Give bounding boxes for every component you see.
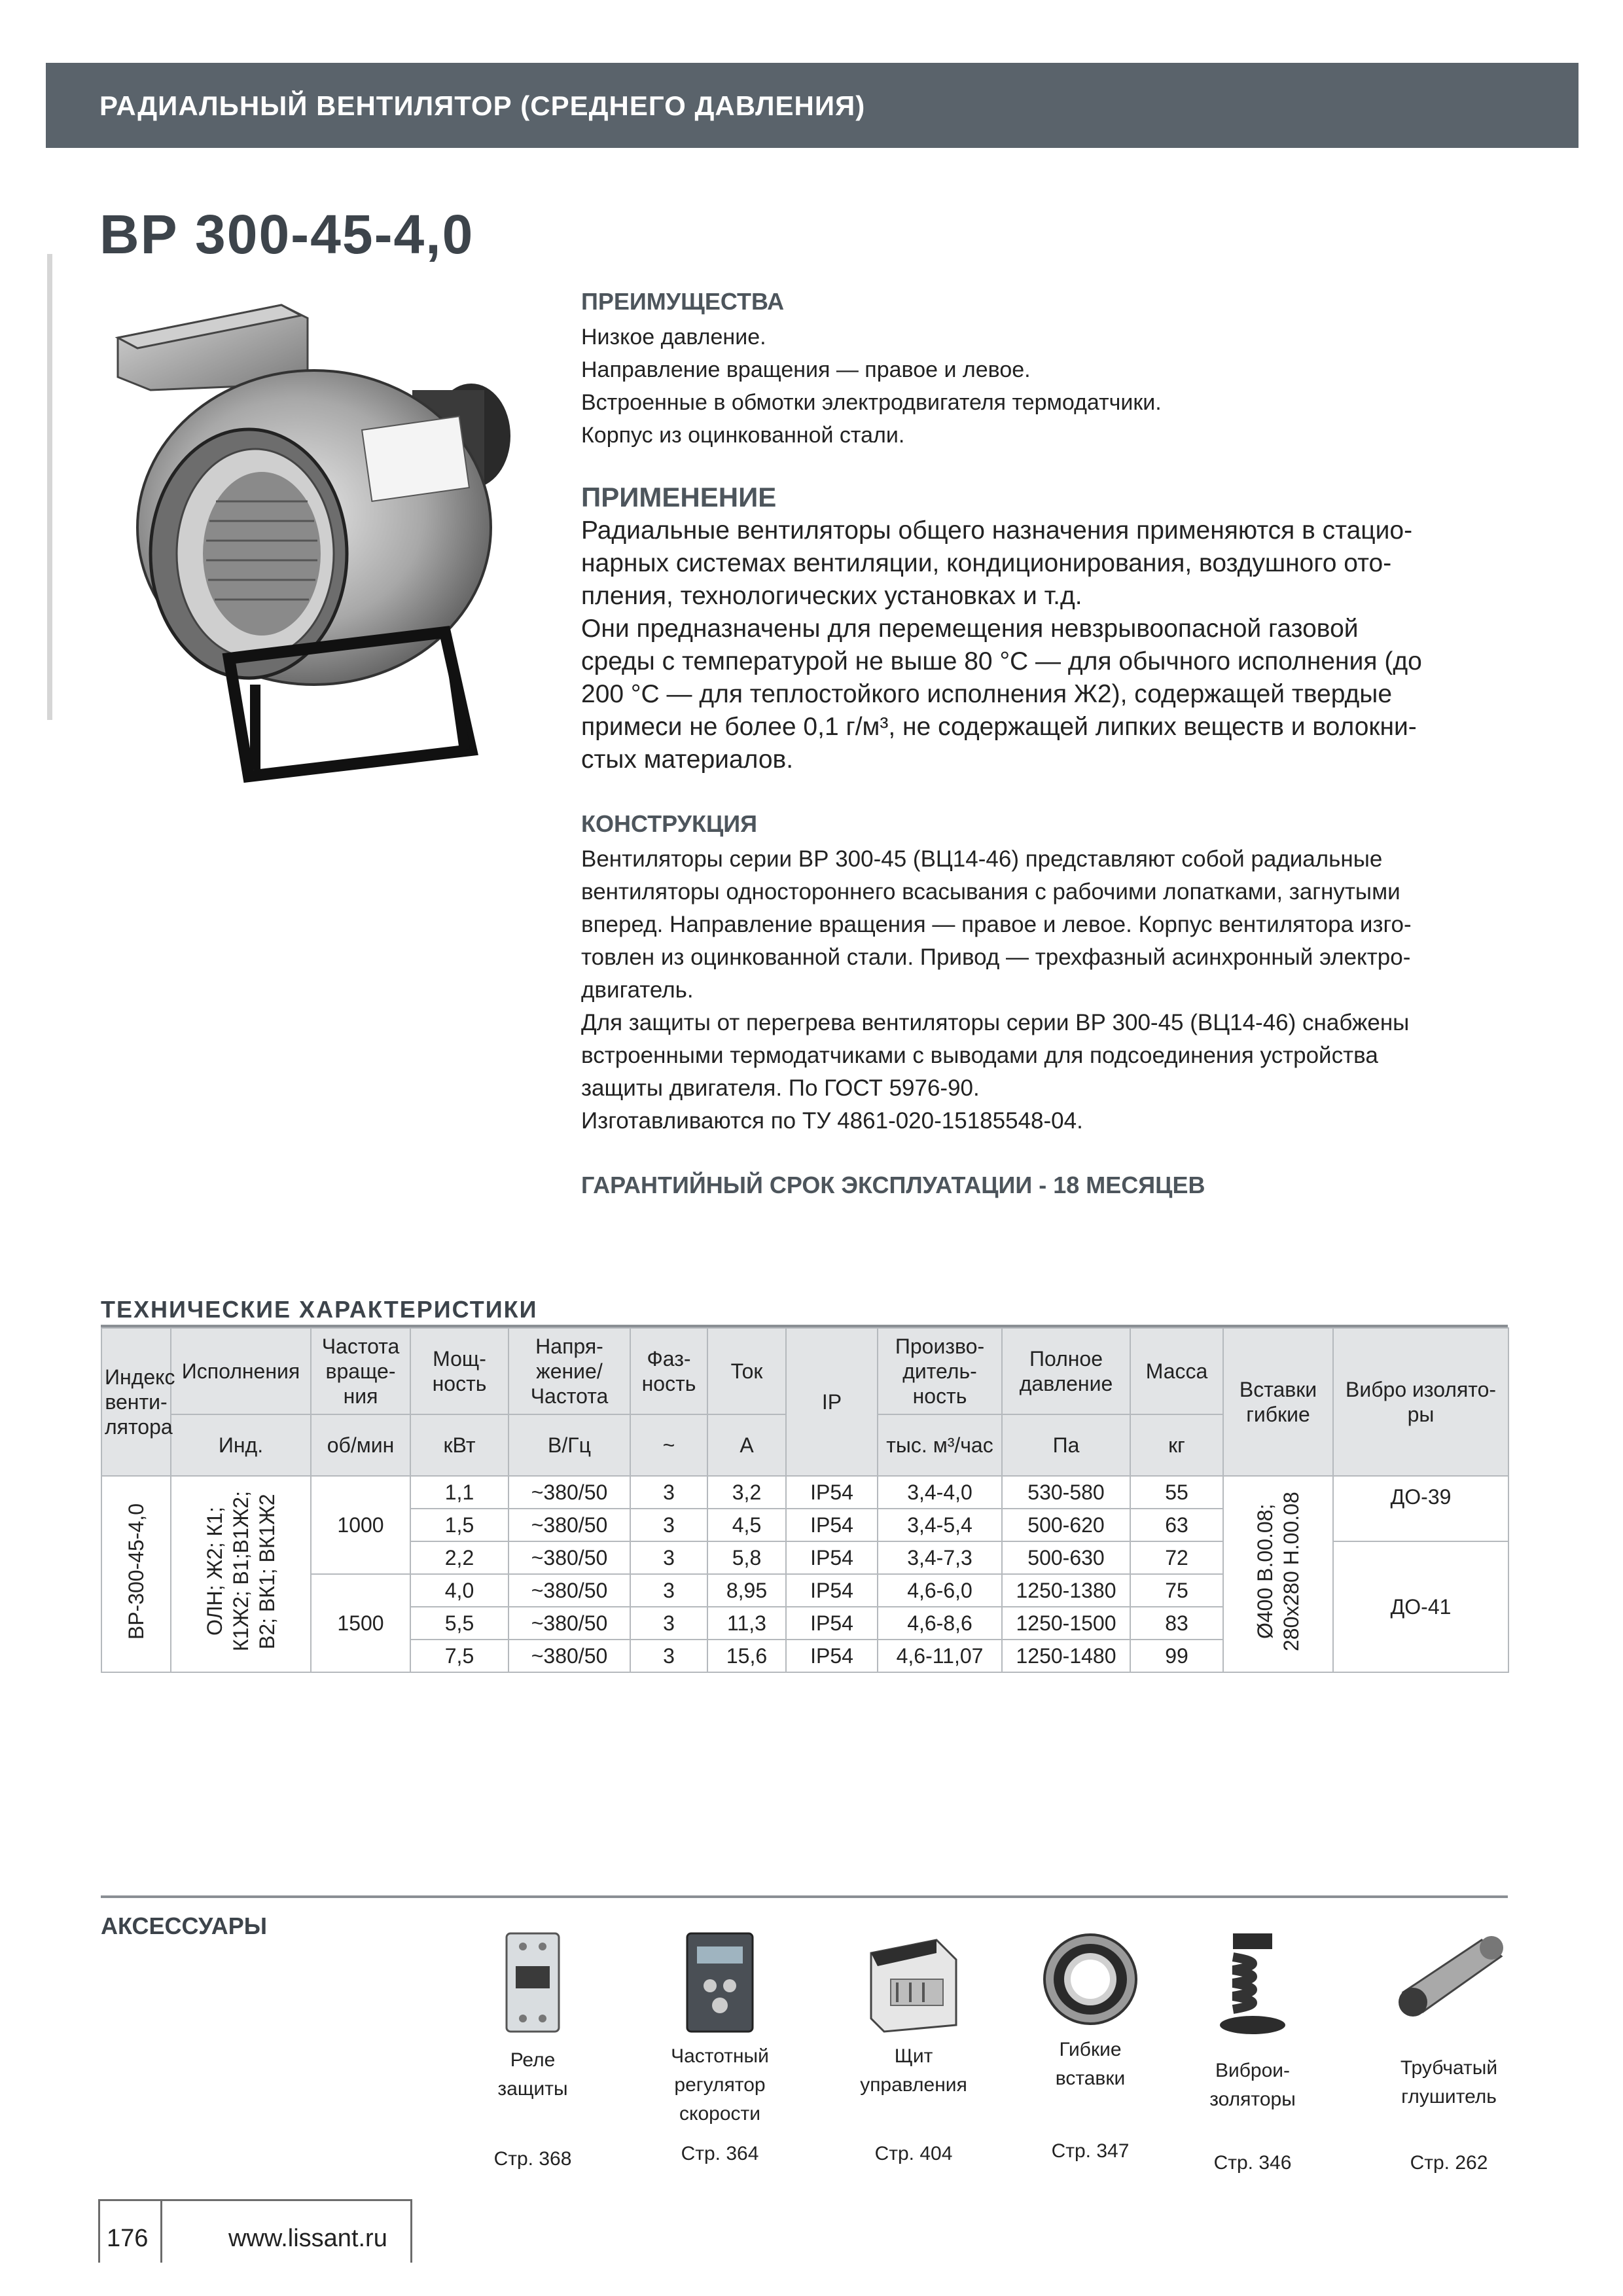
header-power: Мощ-ность — [410, 1328, 508, 1414]
unit-phases: ~ — [630, 1414, 707, 1476]
unit-capacity: тыс. м³/час — [878, 1414, 1002, 1476]
header-isolators: Вибро изолято-ры — [1333, 1328, 1508, 1476]
header-current: Ток — [707, 1328, 786, 1414]
accessory-label: управления — [860, 2074, 967, 2096]
application-line: стых материалов. — [581, 745, 794, 774]
advantages-line: Направление вращения — правое и левое. — [581, 357, 1031, 382]
cell-ip: IP54 — [786, 1541, 878, 1574]
cell-mass: 75 — [1130, 1574, 1223, 1607]
accessory-label: скорости — [679, 2103, 760, 2125]
unit-voltage: В/Гц — [508, 1414, 630, 1476]
header-voltage: Напря-жение/ Частота — [508, 1328, 630, 1414]
header-inserts: Вставки гибкие — [1223, 1328, 1333, 1476]
cell-pressure: 500-620 — [1002, 1509, 1130, 1541]
table-row — [101, 1476, 1508, 1509]
cell-mass: 55 — [1130, 1476, 1223, 1509]
cell-power: 2,2 — [410, 1541, 508, 1574]
cell-pressure: 530-580 — [1002, 1476, 1130, 1509]
accessory-vibration-isolators[interactable] — [1161, 1927, 1344, 2174]
advantages-line: Встроенные в обмотки электродвигателя термодатчики. — [581, 390, 1162, 415]
accessory-label: Трубчатый — [1400, 2057, 1498, 2079]
relay-icon — [493, 1927, 572, 2038]
accessories-title: АКСЕССУАРЫ — [101, 1912, 267, 1939]
speed-1500: 1500 — [311, 1574, 410, 1672]
accessory-label: Виброи- — [1215, 2060, 1291, 2081]
accessory-label: вставки — [1055, 2068, 1126, 2089]
accessory-page: Стр. 364 — [681, 2143, 759, 2164]
cell-capacity: 4,6-8,6 — [878, 1607, 1002, 1640]
accessory-frequency-regulator[interactable] — [628, 1927, 812, 2162]
construction-line: вперед. Направление вращения — правое и левое. Корпус вентилятора изго- — [581, 912, 1412, 937]
cell-voltage: ~380/50 — [508, 1574, 630, 1607]
application-line: нарных системах вентиляции, кондиционирования, воздушного ото- — [581, 549, 1392, 577]
cell-phases: 3 — [630, 1574, 707, 1607]
cell-power: 4,0 — [410, 1574, 508, 1607]
cell-pressure: 500-630 — [1002, 1541, 1130, 1574]
application-line: пления, технологических установках и т.д. — [581, 582, 1082, 610]
specs-title: ТЕХНИЧЕСКИЕ ХАРАКТЕРИСТИКИ — [101, 1296, 538, 1323]
accessory-label: регулятор — [674, 2074, 766, 2096]
application-line: среды с температурой не выше 80 °С — для обычного исполнения (до — [581, 647, 1422, 675]
construction-line: двигатель. — [581, 977, 694, 1003]
application-line: Они предназначены для перемещения невзрывоопасной газовой — [581, 615, 1359, 643]
cell-capacity: 3,4-4,0 — [878, 1476, 1002, 1509]
index-value: ВР-300-45-4,0 — [124, 1503, 148, 1640]
cell-power: 1,1 — [410, 1476, 508, 1509]
versions-cell — [171, 1476, 311, 1672]
header-capacity: Произво-дитель-ность — [878, 1328, 1002, 1414]
advantages-line: Низкое давление. — [581, 325, 766, 350]
application-text — [581, 514, 1530, 776]
model-title: ВР 300-45-4,0 — [99, 204, 474, 265]
tubular-silencer-icon — [1383, 1927, 1514, 2025]
advantages-heading: ПРЕИМУЩЕСТВА — [581, 288, 785, 315]
header-bar — [46, 63, 1578, 148]
construction-line: защиты двигателя. По ГОСТ 5976-90. — [581, 1075, 980, 1101]
cell-pressure: 1250-1380 — [1002, 1574, 1130, 1607]
unit-versions: Инд. — [171, 1414, 311, 1476]
footer — [98, 2199, 412, 2263]
flexible-insert-icon — [1035, 1927, 1146, 2032]
vibration-isolator-icon — [1213, 1927, 1292, 2038]
cell-ip: IP54 — [786, 1607, 878, 1640]
accessory-page: Стр. 347 — [1051, 2140, 1130, 2162]
unit-mass: кг — [1130, 1414, 1223, 1476]
unit-pressure: Па — [1002, 1414, 1130, 1476]
construction-line: Вентиляторы серии ВР 300-45 (ВЦ14-46) представляют собой радиальные — [581, 846, 1383, 872]
header-versions: Исполнения — [171, 1328, 311, 1414]
cell-capacity: 4,6-11,07 — [878, 1640, 1002, 1672]
cell-current: 5,8 — [707, 1541, 786, 1574]
accessory-label: Гибкие — [1059, 2039, 1122, 2060]
cell-power: 7,5 — [410, 1640, 508, 1672]
unit-current: А — [707, 1414, 786, 1476]
cell-phases: 3 — [630, 1640, 707, 1672]
header-speed: Частота враще-ния — [311, 1328, 410, 1414]
cell-power: 1,5 — [410, 1509, 508, 1541]
cell-phases: 3 — [630, 1509, 707, 1541]
speed-1000: 1000 — [311, 1476, 410, 1574]
cell-current: 3,2 — [707, 1476, 786, 1509]
unit-power: кВт — [410, 1414, 508, 1476]
application-line: примеси не более 0,1 г/м³, не содержащей липких веществ и волокни- — [581, 713, 1417, 741]
cell-capacity: 3,4-5,4 — [878, 1509, 1002, 1541]
cell-power: 5,5 — [410, 1607, 508, 1640]
accessory-relay[interactable] — [441, 1927, 624, 2170]
cell-ip: IP54 — [786, 1476, 878, 1509]
cell-mass: 72 — [1130, 1541, 1223, 1574]
warranty-text: ГАРАНТИЙНЫЙ СРОК ЭКСПЛУАТАЦИИ - 18 МЕСЯЦЕВ — [581, 1172, 1205, 1198]
inserts-cell — [1223, 1476, 1333, 1672]
isolator-1000: ДО-39 — [1333, 1476, 1508, 1541]
page-number: 176 — [107, 2225, 149, 2252]
isolator-1500: ДО-41 — [1333, 1541, 1508, 1672]
cell-capacity: 4,6-6,0 — [878, 1574, 1002, 1607]
cell-phases: 3 — [630, 1607, 707, 1640]
accessory-control-panel[interactable] — [822, 1927, 1005, 2162]
application-line: 200 °С — для теплостойкого исполнения Ж2), содержащей твердые — [581, 680, 1393, 708]
cell-mass: 63 — [1130, 1509, 1223, 1541]
accessories-rule — [101, 1895, 1508, 1898]
control-panel-icon — [858, 1927, 969, 2038]
versions-value: ОЛН; Ж2; К1; К1Ж2; В1;В1Ж2; В2; ВК1; ВК1Ж2 — [203, 1491, 279, 1652]
header-index: Индекс венти-лятора — [101, 1328, 171, 1476]
cell-ip: IP54 — [786, 1574, 878, 1607]
cell-voltage: ~380/50 — [508, 1541, 630, 1574]
inserts-value: Ø400 В.00.08; 280х280 Н.00.08 — [1253, 1492, 1303, 1651]
accessory-page: Стр. 346 — [1213, 2152, 1292, 2174]
accessory-label: Щит — [894, 2045, 933, 2067]
accessory-flexible-insert[interactable] — [999, 1927, 1182, 2162]
cell-current: 11,3 — [707, 1607, 786, 1640]
cell-mass: 99 — [1130, 1640, 1223, 1672]
construction-line: Для защиты от перегрева вентиляторы серии ВР 300-45 (ВЦ14-46) снабжены — [581, 1010, 1410, 1035]
accessory-label: золяторы — [1209, 2089, 1296, 2110]
accessory-label: Частотный — [671, 2045, 769, 2067]
cell-voltage: ~380/50 — [508, 1640, 630, 1672]
cell-pressure: 1250-1480 — [1002, 1640, 1130, 1672]
cell-ip: IP54 — [786, 1509, 878, 1541]
cell-voltage: ~380/50 — [508, 1476, 630, 1509]
accessory-page: Стр. 262 — [1410, 2152, 1488, 2174]
unit-speed: об/мин — [311, 1414, 410, 1476]
cell-capacity: 3,4-7,3 — [878, 1541, 1002, 1574]
frequency-regulator-icon — [674, 1927, 766, 2038]
construction-line: встроенными термодатчиками с выводами для подсоединения устройства — [581, 1043, 1378, 1068]
cell-pressure: 1250-1500 — [1002, 1607, 1130, 1640]
advantages-text — [581, 321, 1530, 452]
accessory-page: Стр. 368 — [493, 2148, 572, 2170]
accessory-tubular-silencer[interactable] — [1357, 1927, 1541, 2174]
construction-line: товлен из оцинкованной стали. Привод — трехфазный асинхронный электро- — [581, 944, 1411, 970]
application-line: Радиальные вентиляторы общего назначения применяются в стацио- — [581, 516, 1413, 545]
cell-phases: 3 — [630, 1476, 707, 1509]
accessory-page: Стр. 404 — [874, 2143, 953, 2164]
index-cell — [101, 1476, 171, 1672]
footer-divider — [160, 2201, 162, 2263]
header-mass: Масса — [1130, 1328, 1223, 1414]
construction-line: вентиляторы одностороннего всасывания с рабочими лопатками, загнутыми — [581, 879, 1400, 905]
accessory-label: глушитель — [1401, 2086, 1497, 2108]
cell-voltage: ~380/50 — [508, 1607, 630, 1640]
cell-ip: IP54 — [786, 1640, 878, 1672]
header-pressure: Полное давление — [1002, 1328, 1130, 1414]
website-link[interactable]: www.lissant.ru — [228, 2225, 387, 2252]
cell-current: 8,95 — [707, 1574, 786, 1607]
header-ip: IP — [786, 1328, 878, 1476]
construction-heading: КОНСТРУКЦИЯ — [581, 810, 758, 837]
specs-table — [101, 1327, 1509, 1673]
cell-mass: 83 — [1130, 1607, 1223, 1640]
header-phases: Фаз-ность — [630, 1328, 707, 1414]
application-heading: ПРИМЕНЕНИЕ — [581, 482, 777, 512]
fan-photo — [105, 292, 530, 789]
header-title: РАДИАЛЬНЫЙ ВЕНТИЛЯТОР (СРЕДНЕГО ДАВЛЕНИЯ) — [99, 90, 866, 121]
side-rule — [47, 254, 52, 720]
accessory-label: Реле — [510, 2049, 556, 2071]
cell-current: 4,5 — [707, 1509, 786, 1541]
cell-current: 15,6 — [707, 1640, 786, 1672]
construction-text — [581, 843, 1530, 1138]
advantages-line: Корпус из оцинкованной стали. — [581, 423, 905, 448]
cell-voltage: ~380/50 — [508, 1509, 630, 1541]
accessory-label: защиты — [497, 2078, 568, 2100]
construction-line: Изготавливаются по ТУ 4861-020-15185548-04. — [581, 1108, 1083, 1134]
cell-phases: 3 — [630, 1541, 707, 1574]
